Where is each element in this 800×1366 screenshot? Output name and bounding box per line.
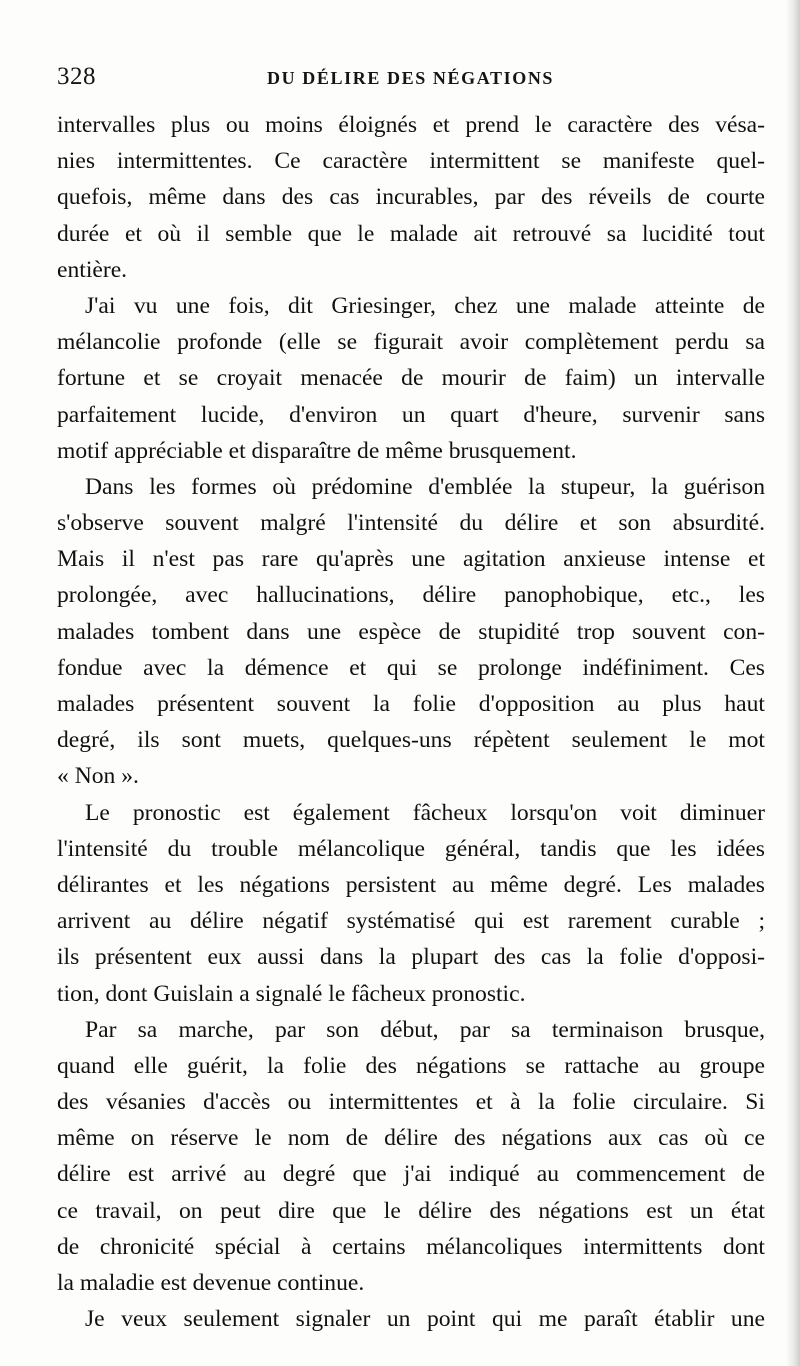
paragraph-start-line: J'ai vu une fois, dit Griesinger, chez une malade atteinte de — [85, 292, 765, 319]
text-line: tion, dont Guislain a signalé le fâcheux pronostic. — [57, 980, 526, 1007]
text-line: la maladie est devenue continue. — [57, 1270, 365, 1296]
text-line: fortune et se croyait menacée de mourir de faim) un intervalle — [57, 365, 765, 392]
text-line: ils présentent eux aussi dans la plupart des cas la folie d'opposi- — [57, 944, 765, 971]
text-line: de chronicité spécial à certains mélancoliques intermittents dont — [57, 1233, 765, 1260]
text-line: Mais il n'est pas rare qu'après une agitation anxieuse intense et — [57, 546, 765, 573]
text-line: malades tombent dans une espèce de stupidité trop souvent con- — [57, 618, 765, 645]
text-line: arrivent au délire négatif systématisé qui est rarement curable ; — [57, 908, 765, 935]
page-header — [57, 62, 767, 96]
text-line: quefois, même dans des cas incurables, par des réveils de courte — [57, 184, 765, 211]
paragraph-start-line: Dans les formes où prédomine d'emblée la stupeur, la guérison — [85, 473, 765, 500]
text-line: l'intensité du trouble mélancolique général, tandis que les idées — [57, 835, 765, 862]
text-line: mélancolie profonde (elle se figurait avoir complètement perdu sa — [57, 329, 765, 356]
text-line: des vésanies d'accès ou intermittentes et à la folie circulaire. Si — [57, 1089, 765, 1116]
text-line: fondue avec la démence et qui se prolonge indéfiniment. Ces — [57, 654, 765, 681]
body-text — [57, 107, 765, 1337]
paragraph-start-line: Le pronostic est également fâcheux lorsqu'on voit diminuer — [85, 799, 765, 826]
text-line: intervalles plus ou moins éloignés et prend le caractère des vésa- — [57, 112, 765, 138]
page-number: 328 — [57, 63, 96, 90]
text-line: malades présentent souvent la folie d'opposition au plus haut — [57, 691, 765, 717]
text-line: quand elle guérit, la folie des négations se rattache au groupe — [57, 1052, 765, 1079]
text-line: même on réserve le nom de délire des négations aux cas où ce — [57, 1125, 765, 1152]
text-line: ce travail, on peut dire que le délire des négations est un état — [57, 1197, 765, 1224]
text-line: entière. — [57, 256, 128, 283]
text-line: degré, ils sont muets, quelques-uns répètent seulement le mot — [57, 727, 765, 754]
text-line: délire est arrivé au degré que j'ai indiqué au commencement de — [57, 1161, 765, 1188]
paragraph-start-line: Par sa marche, par son début, par sa terminaison brusque, — [85, 1016, 765, 1043]
text-line: s'observe souvent malgré l'intensité du délire et son absurdité. — [57, 510, 765, 537]
text-line: « Non ». — [57, 763, 139, 790]
text-line: parfaitement lucide, d'environ un quart d'heure, survenir sans — [57, 401, 765, 428]
text-line: motif appréciable et disparaître de même brusquement. — [57, 437, 577, 464]
text-line: durée et où il semble que le malade ait retrouvé sa lucidité tout — [57, 220, 765, 247]
running-title: DU DÉLIRE DES NÉGATIONS — [267, 68, 555, 88]
text-line: délirantes et les négations persistent au même degré. Les malades — [57, 871, 765, 898]
text-line: prolongée, avec hallucinations, délire panophobique, etc., les — [57, 582, 765, 609]
paragraph-start-line: Je veux seulement signaler un point qui me paraît établir une — [85, 1306, 765, 1333]
text-line: nies intermittentes. Ce caractère intermittent se manifeste quel- — [57, 148, 765, 175]
page-edge-shadow — [786, 0, 800, 1366]
